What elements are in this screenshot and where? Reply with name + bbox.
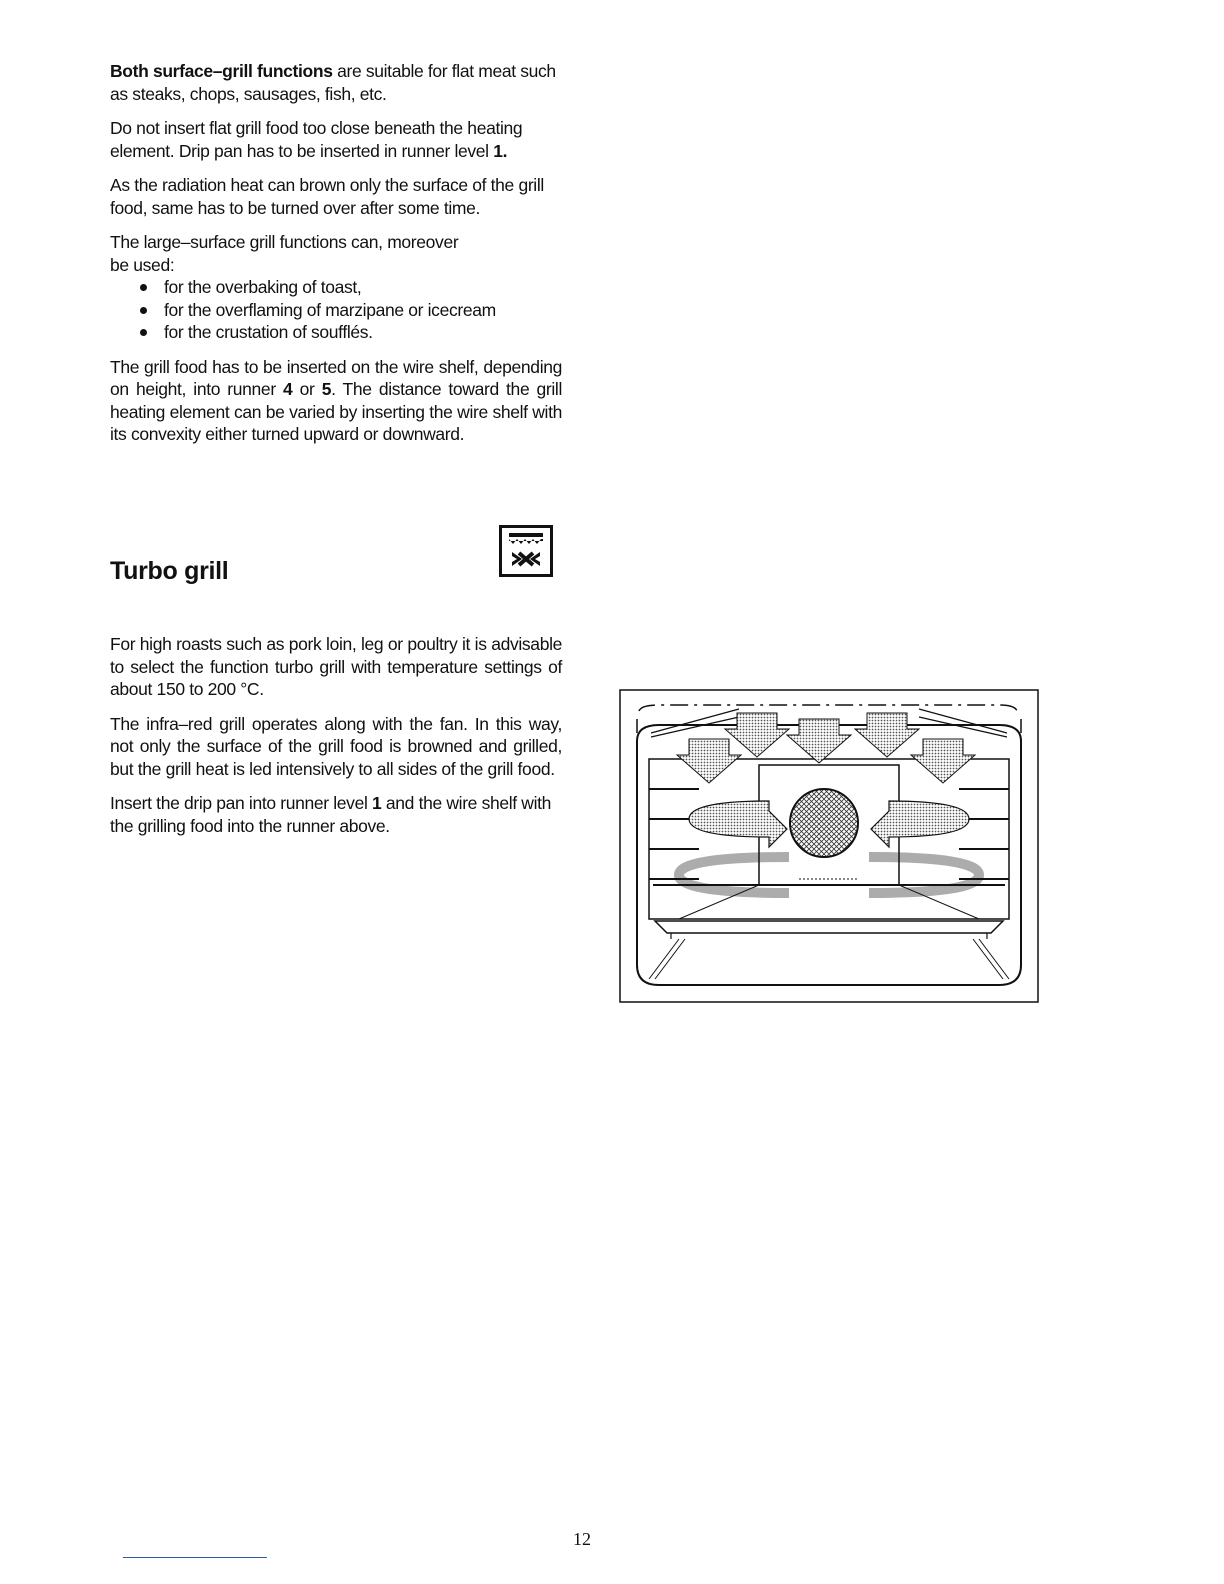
- bold-term: Both surface–grill functions: [110, 61, 333, 81]
- page-number: 12: [573, 1529, 591, 1549]
- runner-level: 1: [372, 793, 382, 813]
- paragraph-wire-shelf: [110, 356, 562, 446]
- paragraph-text: or: [292, 379, 322, 399]
- paragraph-surface-grill: [110, 60, 562, 105]
- paragraph-text: and the wire shelf with the grilling food into the runner above.: [110, 793, 552, 836]
- runner-number: 4: [283, 379, 293, 399]
- list-item: for the overflaming of marzipane or icecream: [138, 299, 562, 322]
- paragraph-high-roasts: For high roasts such as pork loin, leg or poultry it is advisable to select the function turbo grill with temperature settings of about 150 to 200 °C.: [110, 634, 562, 699]
- paragraph-text: Insert the drip pan into runner level: [110, 793, 373, 813]
- intro-line: be used:: [110, 254, 175, 275]
- paragraph-text: The grill food has to be inserted on the wire shelf, depending on height, into runner: [110, 356, 562, 399]
- intro-line: The large–surface grill functions can, moreover: [110, 232, 459, 252]
- turbo-grill-text-block: [110, 633, 562, 837]
- paragraph-large-surface-intro: [110, 231, 562, 276]
- list-item: for the crustation of soufflés.: [138, 321, 562, 344]
- paragraph-insert-drip-pan: [110, 792, 562, 837]
- paragraph-infrared-fan: The infra–red grill operates along with the fan. In this way, not only the surface of the grill food is browned and grilled, but the grill heat is led intensively to all sides of the grill food.: [110, 713, 562, 779]
- runner-level: 1.: [493, 140, 508, 161]
- grill-text-block: [110, 60, 562, 446]
- uses-list: [110, 276, 562, 344]
- footer-rule: [123, 1557, 267, 1558]
- turbo-grill-function-icon: [499, 525, 553, 577]
- paragraph-drip-pan: [110, 117, 562, 162]
- section-title: Turbo grill: [110, 557, 229, 585]
- runner-number: 5: [321, 379, 332, 399]
- list-item: for the overbaking of toast,: [138, 276, 562, 299]
- oven-turbo-grill-illustration: [619, 689, 1039, 1003]
- paragraph-radiation-heat: As the radiation heat can brown only the surface of the grill food, same has to be turned over after some time.: [110, 175, 544, 218]
- paragraph-text: . The distance toward the grill heating element can be varied by inserting the wire shelf with its convexity either turned upward or downward.: [110, 379, 563, 444]
- paragraph-text: are suitable for flat meat such as steaks, chops, sausages, fish, etc.: [110, 61, 556, 104]
- paragraph-text: Do not insert flat grill food too close beneath the heating element. Drip pan has to be inserted in runner level: [110, 118, 523, 161]
